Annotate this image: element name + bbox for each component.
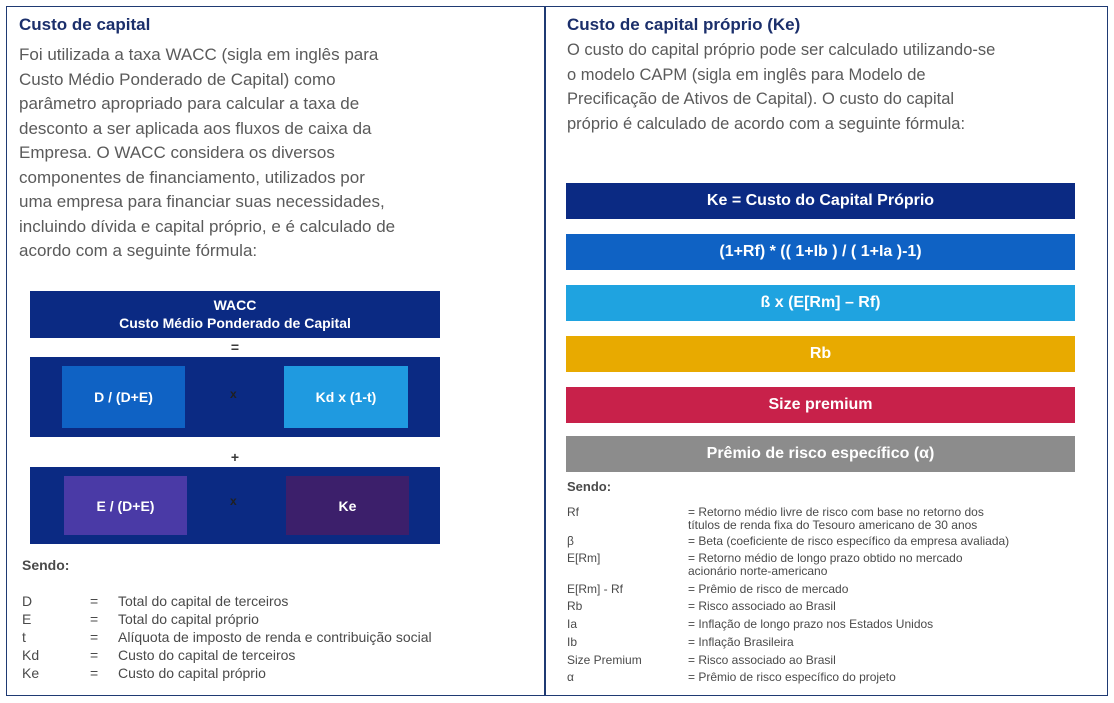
legend-symbol: D xyxy=(22,593,33,609)
formula-bar-beta: ß x (E[Rm] – Rf) xyxy=(566,285,1075,321)
legend-description: = Beta (coeficiente de risco específico da empresa avaliada) xyxy=(688,534,1010,548)
legend-symbol: Ke xyxy=(22,665,40,681)
legend-description: Total do capital de terceiros xyxy=(118,593,289,609)
legend-description: = Inflação Brasileira xyxy=(688,635,794,649)
legend-description: Alíquota de imposto de renda e contribuição social xyxy=(118,629,432,645)
wacc-subtitle: Custo Médio Ponderado de Capital xyxy=(119,315,351,331)
legend-row xyxy=(567,506,1102,532)
legend-description: Custo do capital próprio xyxy=(118,665,266,681)
legend-symbol: E[Rm] xyxy=(567,551,601,565)
legend-row xyxy=(567,654,1102,667)
legend-symbol: t xyxy=(22,629,26,645)
right-paragraph-line: Precificação de Ativos de Capital). O custo do capital xyxy=(567,90,955,108)
left-paragraph-line: componentes de financiamento, utilizados por xyxy=(19,167,365,187)
legend-equals: = xyxy=(90,593,99,609)
legend-row xyxy=(22,610,522,628)
legend-equals: = xyxy=(90,629,99,645)
left-paragraph-line: Empresa. O WACC considera os diversos xyxy=(19,143,335,162)
left-sendo-label: Sendo: xyxy=(22,557,70,573)
multiply-sign: x xyxy=(230,387,237,401)
legend-symbol: Rb xyxy=(567,599,583,613)
column-divider xyxy=(544,6,546,696)
legend-symbol: Ib xyxy=(567,635,578,649)
legend-row xyxy=(567,552,1102,578)
right-paragraph xyxy=(567,38,1102,136)
legend-symbol: Rf xyxy=(567,505,579,519)
legend-equals: = xyxy=(90,665,99,681)
legend-symbol: β xyxy=(567,534,574,548)
multiply-sign: x xyxy=(230,494,237,508)
legend-row xyxy=(567,636,1102,649)
legend-description-line: acionário norte-americano xyxy=(688,563,828,578)
legend-symbol: E[Rm] - Rf xyxy=(567,582,623,596)
left-title: Custo de capital xyxy=(19,15,151,34)
equity-weight-box: E / (D+E) xyxy=(64,476,187,535)
right-paragraph-line: O custo do capital próprio pode ser calculado utilizando-se xyxy=(567,41,996,59)
legend-description: = Prêmio de risco de mercado xyxy=(688,582,849,596)
legend-symbol: Size Premium xyxy=(567,653,642,667)
legend-row xyxy=(567,600,1102,613)
left-paragraph-line: acordo com a seguinte fórmula: xyxy=(19,241,258,260)
legend-symbol: α xyxy=(567,670,574,684)
legend-row xyxy=(567,671,1102,684)
legend-equals: = xyxy=(90,611,99,627)
wacc-title: WACC xyxy=(213,297,257,313)
left-paragraph-line: parâmetro apropriado para calcular a taxa de xyxy=(19,94,360,113)
legend-description: Total do capital próprio xyxy=(118,611,259,627)
right-paragraph-line: o modelo CAPM (sigla em inglês para Modelo de xyxy=(567,65,926,84)
legend-row xyxy=(567,618,1102,631)
legend-row xyxy=(22,664,522,682)
legend-description xyxy=(688,506,984,531)
left-paragraph-line: desconto a ser aplicada aos fluxos de caixa da xyxy=(19,118,372,138)
right-title: Custo de capital próprio (Ke) xyxy=(567,15,801,34)
left-paragraph-line: Custo Médio Ponderado de Capital) como xyxy=(19,69,336,89)
plus-sign: + xyxy=(230,449,240,465)
legend-description: = Risco associado ao Brasil xyxy=(688,653,836,667)
legend-row xyxy=(22,646,522,664)
formula-bar-inflation: (1+Rf) * (( 1+Ib ) / ( 1+Ia )-1) xyxy=(566,234,1075,270)
formula-bar-ke: Ke = Custo do Capital Próprio xyxy=(566,183,1075,219)
formula-bar-specific-risk: Prêmio de risco específico (α) xyxy=(566,436,1075,472)
left-paragraph-line: incluindo dívida e capital próprio, e é calculado de xyxy=(19,216,396,236)
left-paragraph xyxy=(19,43,529,264)
formula-bar-size-premium: Size premium xyxy=(566,387,1075,423)
legend-description: = Prêmio de risco específico do projeto xyxy=(688,670,896,684)
formula-bar-rb: Rb xyxy=(566,336,1075,372)
legend-row xyxy=(22,592,522,610)
cost-of-equity-box: Ke xyxy=(286,476,409,535)
legend-symbol: Kd xyxy=(22,647,40,663)
legend-equals: = xyxy=(90,647,99,663)
legend-description: = Risco associado ao Brasil xyxy=(688,599,836,613)
legend-description: = Inflação de longo prazo nos Estados Unidos xyxy=(688,617,934,631)
equals-sign: = xyxy=(230,339,240,355)
cost-of-debt-box: Kd x (1-t) xyxy=(284,366,408,428)
legend-description xyxy=(688,552,963,577)
wacc-header xyxy=(30,291,440,338)
legend-description-line: = Retorno médio de longo prazo obtido no mercado xyxy=(688,551,963,565)
legend-description-line: = Retorno médio livre de risco com base no retorno dos xyxy=(688,505,984,519)
legend-description-line: títulos de renda fixa do Tesouro americano de 30 anos xyxy=(688,517,978,532)
legend-row xyxy=(567,583,1102,596)
right-sendo-label: Sendo: xyxy=(567,479,612,494)
legend-description: Custo do capital de terceiros xyxy=(118,647,296,663)
legend-symbol: E xyxy=(22,611,32,627)
debt-weight-box: D / (D+E) xyxy=(62,366,185,428)
legend-row xyxy=(22,628,522,646)
right-paragraph-line: próprio é calculado de acordo com a seguinte fórmula: xyxy=(567,114,966,133)
legend-symbol: Ia xyxy=(567,617,578,631)
left-paragraph-line: uma empresa para financiar suas necessidades, xyxy=(19,192,385,211)
legend-row xyxy=(567,535,1102,548)
left-paragraph-line: Foi utilizada a taxa WACC (sigla em inglês para xyxy=(19,45,379,64)
